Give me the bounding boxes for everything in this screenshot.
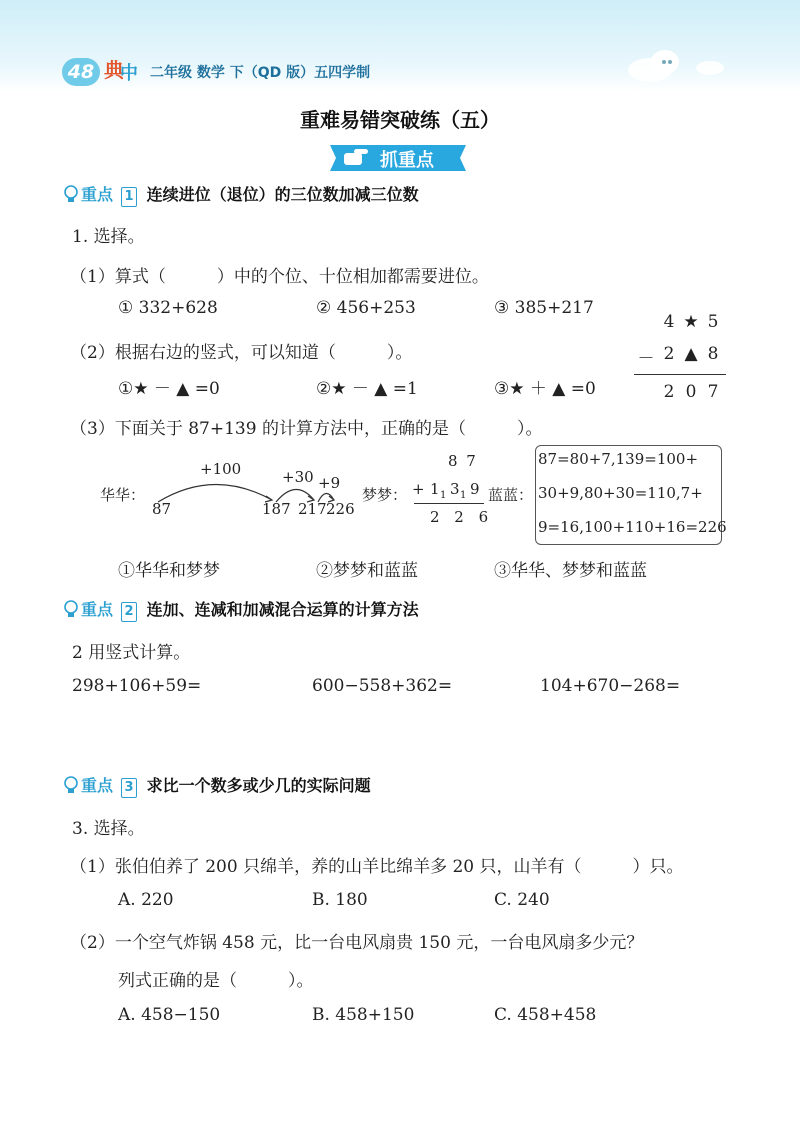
- q1-p3-option-1[interactable]: ①华华和梦梦: [118, 561, 220, 581]
- addend-top: 8 7: [448, 452, 478, 470]
- banner-label: 抓重点: [380, 150, 434, 171]
- key-point-title: 连加、连减和加减混合运算的计算方法: [146, 600, 419, 619]
- jump-label: +9: [318, 474, 341, 492]
- lanlan-line-2: 30+9,80+30=110,7+: [538, 484, 703, 502]
- jump-label: +100: [200, 460, 242, 478]
- sum-result: 2 2 6: [430, 508, 494, 526]
- q1-p3-stem: （3）下面关于 87+139 的计算方法中，正确的是（ ）。: [70, 419, 543, 439]
- plus-sign: +: [412, 480, 425, 498]
- q3-title: 3. 选择。: [72, 819, 145, 839]
- key-point-number: 2: [121, 602, 137, 622]
- number-line-value: 217: [298, 500, 327, 518]
- q1-p1-option-1[interactable]: ① 332+628: [118, 298, 218, 318]
- digit: 3: [450, 480, 460, 498]
- q1-p1-option-2[interactable]: ② 456+253: [316, 298, 416, 318]
- page-number: 48: [62, 58, 100, 86]
- huahua-label: 华华：: [100, 486, 146, 504]
- key-point-title: 求比一个数多或少几的实际问题: [146, 776, 371, 795]
- q3-p2-option-a[interactable]: A. 458−150: [118, 1005, 221, 1025]
- q1-p3-option-2[interactable]: ②梦梦和蓝蓝: [316, 561, 418, 581]
- key-point-3: [64, 773, 371, 798]
- key-point-tag: 重点: [81, 185, 114, 204]
- key-point-tag: 重点: [81, 776, 114, 795]
- key-point-number: 3: [121, 778, 137, 798]
- book-title: 二年级 数学 下（QD 版）五四学制: [150, 65, 371, 81]
- q1-p2-option-2[interactable]: ②★ － ▲ =1: [316, 379, 418, 399]
- lightbulb-icon: [64, 600, 78, 618]
- digit: 0: [685, 382, 697, 402]
- q3-p2-option-c[interactable]: C. 458+458: [494, 1005, 597, 1025]
- divider: [634, 374, 726, 375]
- q1-p2-option-1[interactable]: ①★ － ▲ =0: [118, 379, 220, 399]
- q3-p2-option-b[interactable]: B. 458+150: [312, 1005, 415, 1025]
- digit: 7: [707, 382, 719, 402]
- minus-sign: －: [637, 349, 655, 369]
- digit: 2: [663, 382, 675, 402]
- digit: 1: [430, 480, 440, 498]
- digit: 2: [663, 344, 675, 364]
- digit: 5: [707, 312, 719, 332]
- digit: 4: [663, 312, 675, 332]
- mengmeng-label: 梦梦：: [362, 486, 408, 504]
- key-point-tag: 重点: [81, 600, 114, 619]
- q2-expression-2: 600−558+362=: [312, 676, 453, 696]
- svg-text:中: 中: [120, 63, 138, 84]
- cloud-decoration-icon: [620, 40, 730, 90]
- digit: 9: [470, 480, 480, 498]
- key-point-1: [64, 182, 419, 207]
- q3-p1-option-b[interactable]: B. 180: [312, 890, 368, 910]
- lanlan-line-3: 9=16,100+110+16=226: [538, 518, 727, 536]
- number-line-value: 187: [262, 500, 291, 518]
- q3-p2-stem-continued: 列式正确的是（ ）。: [118, 971, 314, 991]
- q3-p1-option-c[interactable]: C. 240: [494, 890, 550, 910]
- q2-expression-1: 298+106+59=: [72, 676, 202, 696]
- lightbulb-icon: [64, 185, 78, 203]
- q1-p2-stem: （2）根据右边的竖式，可以知道（ ）。: [70, 343, 413, 363]
- svg-text:典: 典: [104, 58, 124, 82]
- key-point-title: 连续进位（退位）的三位数加减三位数: [146, 185, 419, 204]
- number-line-value: 226: [326, 500, 355, 518]
- carry-mark: 1: [440, 490, 447, 501]
- key-point-2: [64, 597, 419, 622]
- lanlan-explanation-box: [535, 445, 727, 545]
- q1-p1-stem: （1）算式（ ）中的个位、十位相加都需要进位。: [70, 267, 489, 287]
- q1-p3-option-3[interactable]: ③华华、梦梦和蓝蓝: [494, 561, 647, 581]
- q1-p1-option-3[interactable]: ③ 385+217: [494, 298, 594, 318]
- q2-expression-3: 104+670−268=: [540, 676, 681, 696]
- q3-p2-stem: （2）一个空气炸锅 458 元，比一台电风扇贵 150 元，一台电风扇多少元？: [70, 933, 644, 953]
- publisher-logo-icon: [102, 55, 142, 85]
- star-symbol: ★: [683, 312, 699, 332]
- triangle-symbol: ▲: [684, 344, 698, 364]
- digit: 8: [707, 344, 719, 364]
- lanlan-label: 蓝蓝：: [488, 486, 534, 504]
- lightbulb-icon: [64, 776, 78, 794]
- q3-p1-stem: （1）张伯伯养了 200 只绵羊，养的山羊比绵羊多 20 只，山羊有（ ）只。: [70, 857, 684, 877]
- lanlan-line-1: 87=80+7,139=100+: [538, 450, 699, 468]
- q3-p1-option-a[interactable]: A. 220: [118, 890, 174, 910]
- carry-mark: 1: [460, 490, 467, 501]
- jump-label: +30: [282, 468, 314, 486]
- q2-title: 2 用竖式计算。: [72, 643, 191, 663]
- divider: [414, 503, 484, 504]
- q1-title: 1. 选择。: [72, 227, 145, 247]
- page-title: 重难易错突破练（五）: [300, 108, 500, 132]
- key-point-number: 1: [121, 187, 137, 207]
- number-line-value: 87: [152, 500, 172, 518]
- q1-p2-option-3[interactable]: ③★ ＋ ▲ =0: [494, 379, 596, 399]
